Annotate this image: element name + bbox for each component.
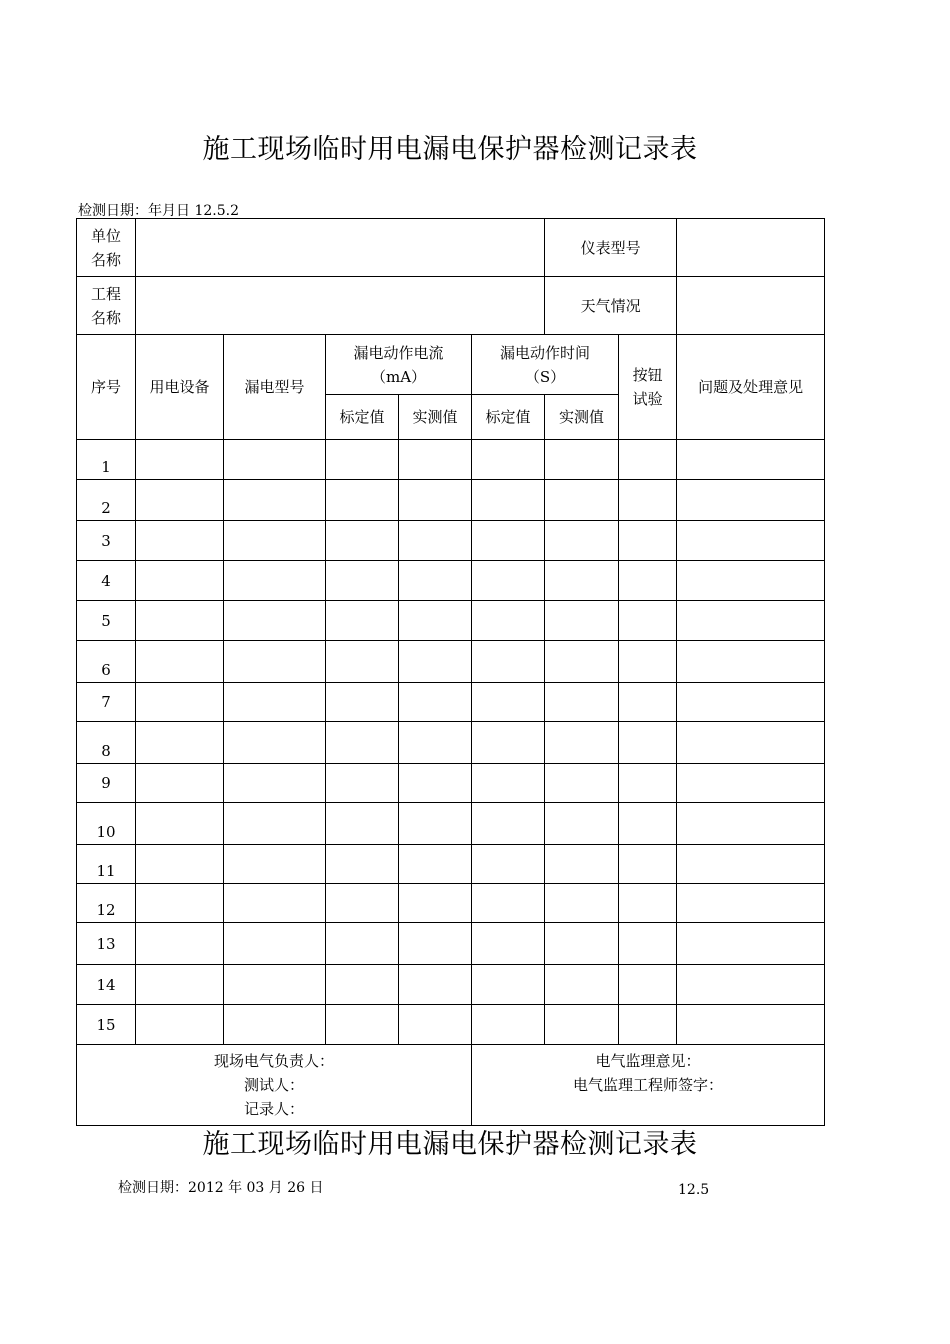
table-cell [677,521,825,561]
table-row [77,1005,825,1045]
table-cell [619,803,677,845]
table-cell [472,521,545,561]
table-cell [677,845,825,884]
project-label: 工程 名称 [77,277,136,335]
table-cell [677,561,825,601]
table-cell [326,803,399,845]
table-cell [399,440,472,480]
row-number: 13 [77,923,136,965]
table-cell [399,845,472,884]
table-cell [136,683,224,722]
table-row [77,521,825,561]
table-cell [545,923,619,965]
table-cell [677,601,825,641]
table-cell [224,923,326,965]
row-number: 3 [77,521,136,561]
table-cell [224,845,326,884]
table-cell [677,965,825,1005]
project-value [136,277,545,335]
unit-value [136,219,545,277]
table-row [77,722,825,764]
table-row [77,641,825,683]
table-row [77,803,825,845]
table-cell [545,561,619,601]
header-current-rated: 标定值 [326,395,399,440]
row-number: 9 [77,764,136,803]
unit-row [77,219,825,277]
recorder-label: 记录人： [243,1100,304,1118]
table-cell [619,1005,677,1045]
header-equipment: 用电设备 [136,335,224,440]
header-opinion: 问题及处理意见 [677,335,825,440]
table-cell [399,480,472,521]
table-cell [136,561,224,601]
second-page-title: 施工现场临时用电漏电保护器检测记录表 [202,1129,698,1160]
table-cell [224,803,326,845]
table-cell [472,480,545,521]
table-cell [136,764,224,803]
table-cell [399,884,472,923]
second-page-corner-text: 12.5 [678,1182,710,1198]
table-cell [136,440,224,480]
table-cell [224,722,326,764]
row-number: 4 [77,561,136,601]
table-cell [326,845,399,884]
table-cell [326,965,399,1005]
row-number: 6 [77,641,136,683]
table-cell [399,965,472,1005]
unit-label: 单位 名称 [77,219,136,277]
table-row [77,561,825,601]
row-number: 8 [77,722,136,764]
table-cell [224,884,326,923]
row-number: 10 [77,803,136,845]
signature-left [77,1045,472,1126]
table-cell [545,965,619,1005]
table-row [77,965,825,1005]
row-number: 2 [77,480,136,521]
table-cell [326,923,399,965]
table-cell [224,965,326,1005]
table-cell [326,641,399,683]
table-cell [326,561,399,601]
table-cell [677,722,825,764]
table-cell [677,764,825,803]
inspection-date: 检测日期：年月日 12.5.2 [78,203,239,219]
table-cell [399,521,472,561]
meter-model-label: 仪表型号 [545,219,677,277]
table-cell [399,683,472,722]
table-cell [326,440,399,480]
table-cell [326,1005,399,1045]
document-title: 施工现场临时用电漏电保护器检测记录表 [202,134,698,165]
header-current-measured: 实测值 [399,395,472,440]
row-number: 15 [77,1005,136,1045]
header-leak-time: 漏电动作时间 （S） [472,335,619,395]
manager-label: 现场电气负责人： [213,1052,334,1070]
table-cell [619,764,677,803]
table-row [77,764,825,803]
table-cell [677,803,825,845]
table-cell [472,884,545,923]
table-cell [545,480,619,521]
table-row [77,480,825,521]
data-rows [77,440,825,1045]
row-number: 5 [77,601,136,641]
table-cell [677,923,825,965]
signature-row [77,1045,825,1126]
row-number: 11 [77,845,136,884]
table-cell [399,561,472,601]
meter-model-value [677,219,825,277]
table-cell [677,1005,825,1045]
supervisor-sign-label: 电气监理工程师签字： [573,1076,724,1094]
table-cell [224,601,326,641]
table-cell [136,965,224,1005]
supervisor-opinion-label: 电气监理意见： [595,1052,701,1070]
table-cell [136,803,224,845]
table-cell [472,561,545,601]
table-cell [472,722,545,764]
table-cell [677,440,825,480]
table-cell [326,722,399,764]
table-cell [136,722,224,764]
table-cell [399,764,472,803]
row-number: 12 [77,884,136,923]
table-cell [545,845,619,884]
table-cell [399,722,472,764]
row-number: 14 [77,965,136,1005]
table-cell [545,764,619,803]
weather-label: 天气情况 [545,277,677,335]
table-cell [545,803,619,845]
second-page-date: 检测日期：2012 年 03 月 26 日 [118,1180,324,1196]
table-cell [472,965,545,1005]
table-row [77,683,825,722]
table-cell [326,601,399,641]
signature-right [472,1045,825,1126]
table-cell [224,521,326,561]
row-number: 7 [77,683,136,722]
table-row [77,440,825,480]
table-cell [326,480,399,521]
table-cell [619,845,677,884]
header-time-measured: 实测值 [545,395,619,440]
table-cell [472,1005,545,1045]
table-cell [224,764,326,803]
table-cell [472,845,545,884]
table-cell [677,884,825,923]
table-cell [326,521,399,561]
table-cell [619,683,677,722]
table-cell [399,803,472,845]
table-cell [677,683,825,722]
table-cell [472,764,545,803]
table-cell [472,803,545,845]
table-cell [326,764,399,803]
table-cell [136,1005,224,1045]
table-cell [545,440,619,480]
table-cell [224,641,326,683]
header-seq: 序号 [77,335,136,440]
table-cell [224,440,326,480]
table-row [77,601,825,641]
weather-value [677,277,825,335]
table-cell [399,923,472,965]
table-row [77,884,825,923]
table-cell [472,601,545,641]
table-cell [619,480,677,521]
table-cell [619,884,677,923]
tester-label: 测试人： [243,1076,304,1094]
table-cell [619,601,677,641]
table-cell [619,440,677,480]
header-leak-type: 漏电型号 [224,335,326,440]
table-row [77,923,825,965]
header-row-1 [77,335,825,395]
table-cell [399,1005,472,1045]
table-cell [136,521,224,561]
header-leak-current: 漏电动作电流 （mA） [326,335,472,395]
table-cell [472,683,545,722]
table-row [77,845,825,884]
header-time-rated: 标定值 [472,395,545,440]
table-cell [136,641,224,683]
table-cell [619,521,677,561]
table-cell [619,561,677,601]
header-button-test: 按钮 试验 [619,335,677,440]
table-cell [326,884,399,923]
table-cell [619,722,677,764]
row-number: 1 [77,440,136,480]
table-cell [545,641,619,683]
table-cell [677,480,825,521]
table-cell [136,923,224,965]
table-cell [224,683,326,722]
table-cell [545,683,619,722]
table-cell [619,965,677,1005]
table-cell [545,521,619,561]
table-cell [545,1005,619,1045]
table-cell [619,923,677,965]
table-cell [224,561,326,601]
table-cell [224,1005,326,1045]
table-cell [224,480,326,521]
table-cell [545,722,619,764]
table-cell [136,845,224,884]
table-cell [399,641,472,683]
table-cell [677,641,825,683]
table-cell [472,440,545,480]
table-cell [472,923,545,965]
table-cell [545,884,619,923]
table-cell [136,884,224,923]
table-cell [545,601,619,641]
table-cell [619,641,677,683]
table-cell [136,601,224,641]
project-row [77,277,825,335]
record-table [76,218,825,1126]
table-cell [472,641,545,683]
table-cell [399,601,472,641]
table-cell [136,480,224,521]
table-cell [326,683,399,722]
